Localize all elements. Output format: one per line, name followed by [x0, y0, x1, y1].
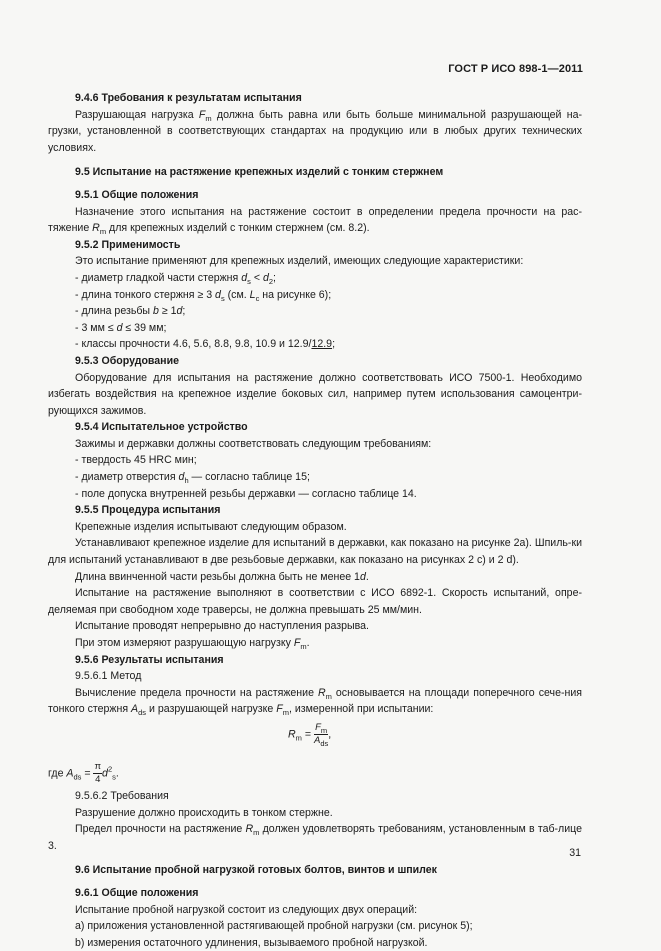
paragraph: Испытание пробной нагрузкой состоит из следующих двух операций: [75, 903, 418, 916]
list-item: - 3 мм ≤ d ≤ 39 мм; [75, 321, 167, 334]
paragraph: Зажимы и державки должны соответствовать следующим требованиям: [75, 437, 432, 450]
section-heading-9-6: 9.6 Испытание пробной нагрузкой готовых болтов, винтов и шпилек [75, 864, 437, 877]
section-heading-9-4-6: 9.4.6 Требования к результатам испытания [75, 92, 302, 104]
list-item: a) приложения установленной растягивающей пробной нагрузки (см. рисунок 5); [75, 920, 473, 933]
paragraph: Крепежные изделия испытывают следующим образом. [75, 520, 347, 533]
list-item: - классы прочности 4.6, 5.6, 8.8, 9.8, 10.9 и 12.9/12.9; [75, 338, 336, 351]
section-heading-9-5-6: 9.5.6 Результаты испытания [75, 653, 224, 666]
list-item: - диаметр гладкой части стержня $d_s < d_2$; [75, 271, 276, 286]
section-heading-9-5-1: 9.5.1 Общие положения [75, 188, 199, 201]
paragraph: Это испытание применяют для крепежных изделий, имеющих следующие характеристики: [75, 255, 524, 268]
formula-cross-section-area: где $A_{ds}$ = $\frac{\pi}{4}$ $d^2_s$. [48, 760, 119, 785]
formula-tensile-strength: $R_m$ = $\frac{F_m}{A_{ds}}$ , [288, 721, 332, 748]
paragraph: Разрушающая нагрузка $F_m$ должна быть равна или быть больше минимальной разрушающей на-грузки, установленной в соответствующих стандартах на продукцию или в любых других технических условиях. [48, 108, 582, 154]
paragraph: Вычисление предела прочности на растяжение $R_m$ основывается на площади поперечного сече-ния тонкого стержня $A_{ds}$ и разрушающей нагрузке $F_m$, измеренной при испытании: [48, 686, 582, 718]
document-header: ГОСТ Р ИСО 898-1—2011 [448, 63, 583, 75]
paragraph: Испытание проводят непрерывно до наступления разрыва. [75, 620, 369, 633]
section-heading-9-5-3: 9.5.3 Оборудование [75, 354, 179, 367]
list-item: - длина резьбы b ≥ 1d; [75, 305, 186, 318]
section-heading-9-5-5: 9.5.5 Процедура испытания [75, 504, 221, 517]
page-content [48, 90, 582, 951]
paragraph: Устанавливают крепежное изделие для испытаний в державки, как показано на рисунке 2а). Шпиль-ки для испытаний устанавливают в две резьбовые державки, как показано на рисунках 2 с) и 2 d). [48, 537, 582, 567]
paragraph: Испытание на растяжение выполняют в соответствии с ИСО 6892-1. Скорость испытаний, опре-деляемая при свободном ходе траверсы, не должна превышать 25 мм/мин. [48, 587, 582, 616]
paragraph: Предел прочности на растяжение $R_m$ должен удовлетворять требованиям, установленным в таб-лице 3. [48, 823, 582, 852]
section-heading-9-5-2: 9.5.2 Применимость [75, 238, 181, 251]
section-heading-9-5-4: 9.5.4 Испытательное устройство [75, 421, 248, 434]
list-item: - твердость 45 HRC мин; [75, 454, 197, 467]
paragraph: При этом измеряют разрушающую нагрузку $F_m$. [75, 637, 310, 651]
list-item: - длина тонкого стержня ≥ 3 $d_s$ (см. $L_c$ на рисунке 6); [75, 288, 332, 303]
subsection-heading-9-5-6-2: 9.5.6.2 Требования [75, 789, 169, 802]
paragraph: Разрушение должно происходить в тонком стержне. [75, 806, 333, 819]
paragraph: Назначение этого испытания на растяжение состоит в определении предела прочности на рас-тяжение $R_m$ для крепежных изделий с тонким стержнем (см. 8.2). [48, 205, 582, 237]
list-item: b) измерения остаточного удлинения, вызываемого пробной нагрузкой. [75, 936, 428, 949]
section-heading-9-5: 9.5 Испытание на растяжение крепежных изделий с тонким стержнем [75, 166, 444, 179]
list-item: - диаметр отверстия $d_h$ — согласно таблице 15; [75, 471, 310, 486]
page-number: 31 [569, 847, 581, 859]
list-item: - поле допуска внутренней резьбы державки — согласно таблице 14. [75, 487, 417, 500]
section-heading-9-6-1: 9.6.1 Общие положения [75, 886, 199, 899]
subsection-heading-9-5-6-1: 9.5.6.1 Метод [75, 670, 142, 683]
paragraph: Длина ввинченной части резьбы должна быть не менее 1d. [75, 570, 369, 583]
paragraph: Оборудование для испытания на растяжение должно соответствовать ИСО 7500-1. Необходимо избегать воздействия на крепежное изделие боковых сил, например путем использования самоцентри-рующихся зажимов. [48, 371, 582, 417]
